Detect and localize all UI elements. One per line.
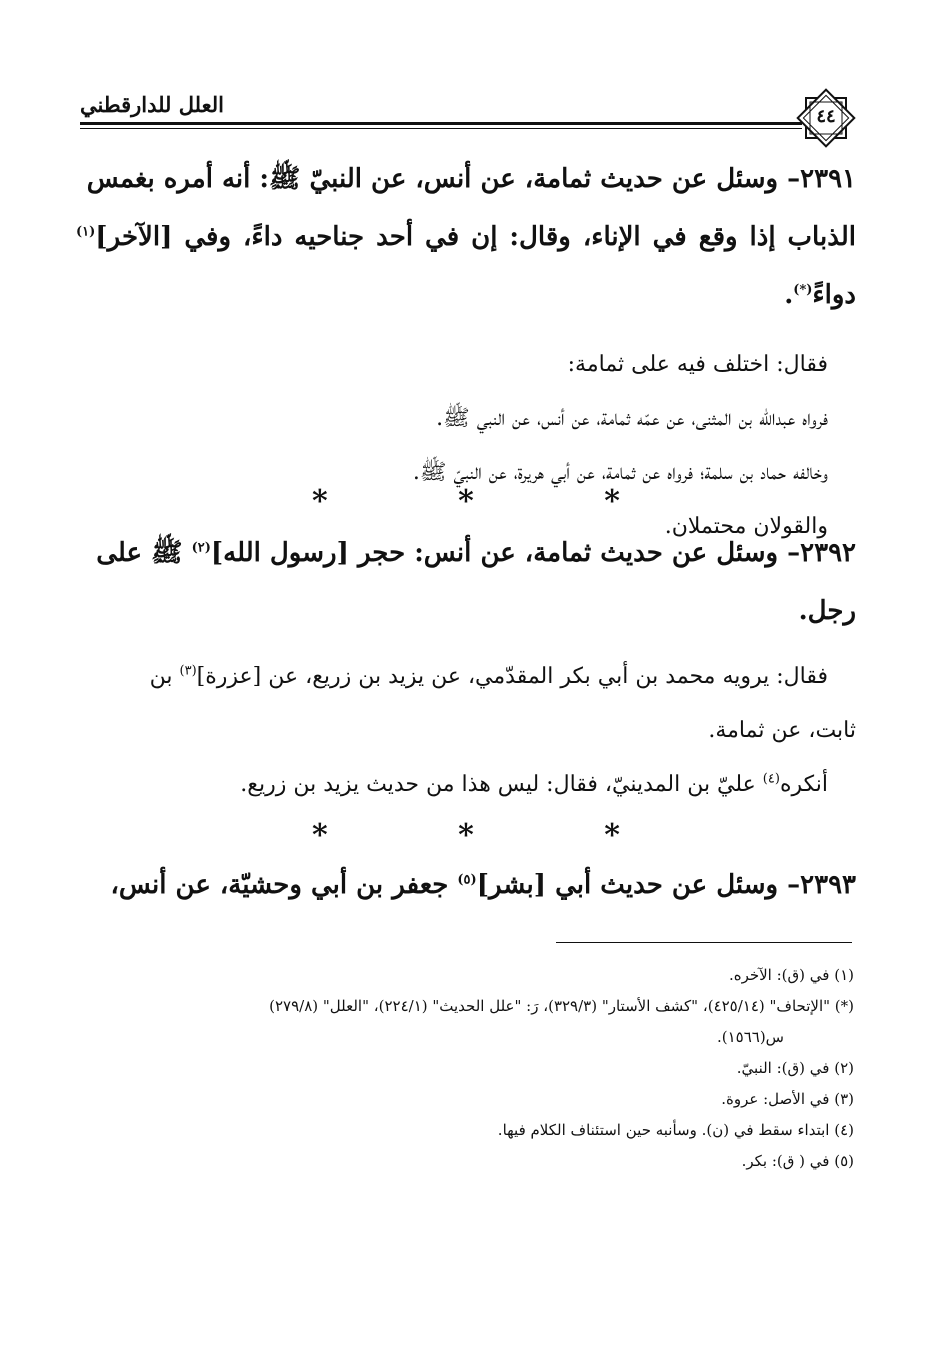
entry-2391-heading — [76, 150, 856, 324]
footnote-1: (١) في (ق): الآخره. — [728, 966, 854, 984]
footnote-separator — [556, 942, 852, 943]
page-number-ornament — [792, 84, 860, 152]
heading-text: ٢٣٩٣– وسئل عن حديث أبي [بشر] — [476, 870, 856, 900]
answer-line-3: وخالفه حماد بن سلمة؛ فرواه عن ثمامة، عن أبي هريرة، عن النبيّ ﷺ. — [412, 460, 828, 485]
footnotes — [74, 960, 854, 1177]
heading-line-1: ٢٣٩١– وسئل عن حديث ثمامة، عن أنس، عن النبيّ ﷺ: أنه أمره بغمس — [86, 164, 856, 194]
heading-line-2: رجل. — [798, 596, 856, 626]
answer-line-2: فرواه عبدالله بن المثنى، عن عمّه ثمامة، عن أنس، عن النبي ﷺ. — [436, 406, 828, 431]
section-separator-2: * * * — [312, 818, 680, 853]
footnote-ref-3: (٣) — [179, 663, 197, 679]
answer-line-4: والقولان محتملان. — [664, 514, 828, 539]
footnote-3: (٣) في الأصل: عروة. — [721, 1090, 854, 1108]
answer-line-2: ثابت، عن ثمامة. — [708, 718, 856, 743]
footnote-ref-2: (٢) — [191, 540, 211, 556]
heading-line-1 — [76, 524, 856, 582]
footnote-ref-4: (٤) — [762, 771, 780, 787]
footnote-ref-5: (٥) — [457, 872, 477, 888]
footnote-2: (٢) في (ق): النبيّ. — [736, 1059, 854, 1077]
page-number: ٤٤ — [816, 106, 836, 127]
footnote-star: (*) "الإتحاف" (٤٢٥/١٤)، "كشف الأستار" (٣٢٩/٣)، رَ: "علل الحديث" (٢٢٤/١)، "العلل" (٢٧٩/٨) — [269, 997, 854, 1015]
answer-text: أنكره — [779, 772, 828, 797]
heading-text: جعفر بن أبي وحشيّة، عن أنس، — [110, 870, 458, 900]
entry-2392 — [76, 524, 856, 812]
header-rule-thin — [80, 128, 802, 129]
footnote-ref-star: (*) — [793, 282, 813, 298]
heading-text: ﷺ على — [96, 538, 192, 568]
entry-2393 — [76, 856, 856, 914]
answer-text: بن — [149, 664, 180, 689]
answer-line-3 — [76, 758, 856, 812]
heading-text: ٢٣٩٢– وسئل عن حديث ثمامة، عن أنس: حجر [رسول الله] — [210, 538, 856, 568]
footnote-4: (٤) ابتداء سقط في (ن). وسأنبه حين استئناف الكلام فيها. — [497, 1121, 854, 1139]
book-title: العلل للدارقطني — [80, 92, 224, 117]
footnote-star-continued: س(١٥٦٦). — [716, 1028, 784, 1046]
section-separator-1: * * * — [312, 484, 680, 519]
heading-line-2 — [76, 208, 856, 324]
answer-line-1 — [76, 650, 856, 704]
entry-2392-heading — [76, 524, 856, 640]
answer-line-1: فقال: اختلف فيه على ثمامة: — [567, 352, 828, 377]
running-header — [80, 82, 860, 152]
footnote-5: (٥) في ( ق): بكر. — [741, 1152, 854, 1170]
answer-text: فقال: يرويه محمد بن أبي بكر المقدّمي، عن يزيد بن زريع، عن [عزرة] — [196, 664, 828, 689]
heading-text: دواءً — [812, 280, 856, 310]
footnote-ref-1: (١) — [76, 224, 96, 240]
answer-text: عليّ بن المدينيّ، فقال: ليس هذا من حديث يزيد بن زريع. — [240, 772, 763, 797]
heading-text: الذباب إذا وقع في الإناء، وقال: إن في أحد جناحيه داءً، وفي [الآخر] — [95, 222, 856, 252]
heading-text: . — [784, 280, 794, 310]
entry-2393-heading — [76, 856, 856, 914]
header-rule-thick — [80, 122, 802, 125]
